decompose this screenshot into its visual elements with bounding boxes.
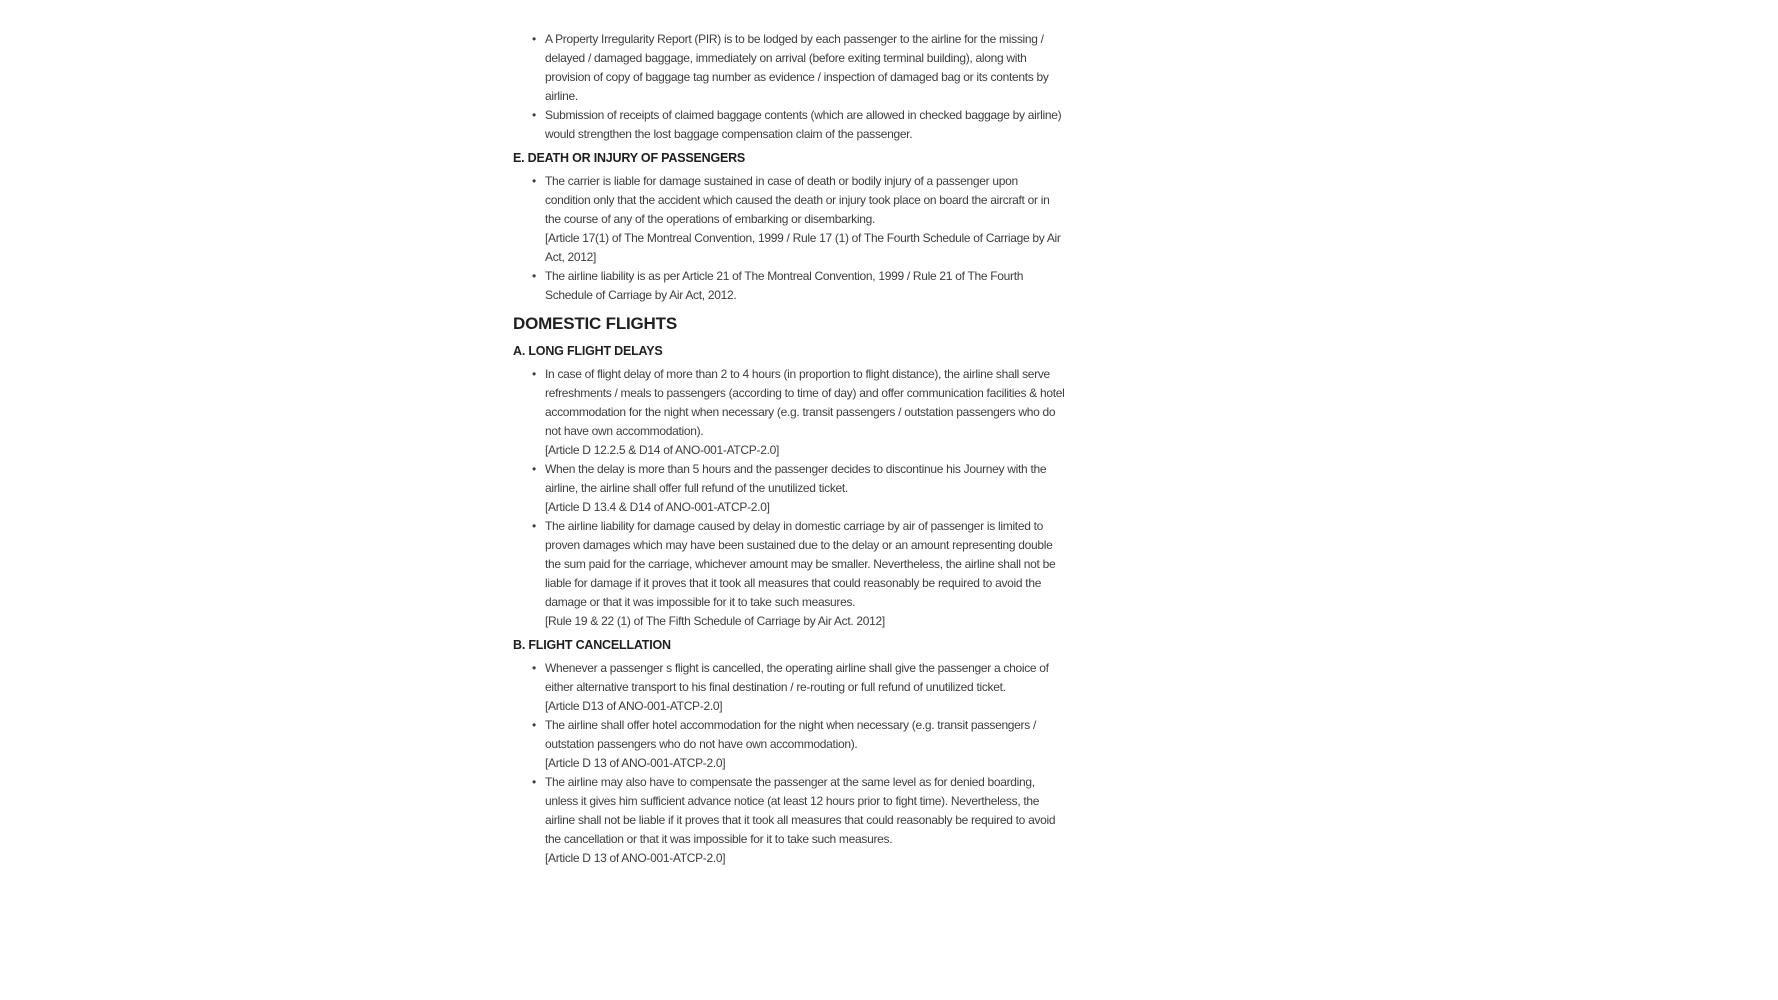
list-item [545, 172, 1065, 267]
list-item [545, 716, 1065, 773]
list-item [545, 106, 1065, 144]
bullet-list [513, 172, 1065, 305]
list-item-reference: [Article 17(1) of The Montreal Convention, 1999 / Rule 17 (1) of The Fourth Schedule of Carriage by Air Act, 2012] [545, 231, 1061, 264]
list-item [545, 773, 1065, 868]
bullet-list [513, 659, 1065, 868]
list-item-reference: [Article D 13 of ANO-001-ATCP-2.0] [545, 851, 726, 865]
bullet-list [513, 365, 1065, 631]
section-heading-e-death-or-injury-of-passengers: E. DEATH OR INJURY OF PASSENGERS [513, 151, 746, 165]
list-item-text: • The airline shall offer hotel accommodation for the night when necessary (e.g. transit passengers / outstation passengers who do not have own accommodation). [545, 718, 1037, 751]
list-item [545, 30, 1065, 106]
document-body [513, 30, 1065, 868]
list-item-text: • When the delay is more than 5 hours and the passenger decides to discontinue his Journey with the airline, the airline shall offer full refund of the unutilized ticket. [545, 462, 1047, 495]
list-item [545, 659, 1065, 716]
list-item-reference: [Article D 13.4 & D14 of ANO-001-ATCP-2.0] [545, 500, 770, 514]
list-item-reference: [Article D 13 of ANO-001-ATCP-2.0] [545, 756, 726, 770]
list-item-text: • A Property Irregularity Report (PIR) is to be lodged by each passenger to the airline for the missing / delayed / damaged baggage, immediately on arrival (before exiting terminal building), along with provision of copy of baggage tag number as evidence / inspection of damaged bag or its contents by airline. [545, 32, 1049, 103]
page-title-domestic-flights: DOMESTIC FLIGHTS [513, 314, 677, 333]
list-item-text: • In case of flight delay of more than 2 to 4 hours (in proportion to flight distance), the airline shall serve refreshments / meals to passengers (according to time of day) and offer communication facilities & hotel accommodation for the night when necessary (e.g. transit passengers / outstation passengers who do not have own accommodation). [545, 367, 1065, 438]
list-item-text: • Submission of receipts of claimed baggage contents (which are allowed in checked baggage by airline) would strengthen the lost baggage compensation claim of the passenger. [545, 108, 1062, 141]
section-heading-a-long-flight-delays: A. LONG FLIGHT DELAYS [513, 344, 663, 358]
list-item [545, 517, 1065, 631]
bullet-list [513, 30, 1065, 144]
list-item-reference: [Rule 19 & 22 (1) of The Fifth Schedule of Carriage by Air Act. 2012] [545, 614, 885, 628]
list-item-text: • The carrier is liable for damage sustained in case of death or bodily injury of a passenger upon condition only that the accident which caused the death or injury took place on board the aircraft or in the course of any of the operations of embarking or disembarking. [545, 174, 1050, 226]
list-item-text: • The airline may also have to compensate the passenger at the same level as for denied boarding, unless it gives him sufficient advance notice (at least 12 hours prior to fight time). Nevertheless, the airline shall not be liable if it proves that it took all measures that could reasonably be required to avoid the cancellation or that it was impossible for it to take such measures. [545, 775, 1056, 846]
list-item-text: • The airline liability for damage caused by delay in domestic carriage by air of passenger is limited to proven damages which may have been sustained due to the delay or an amount representing double the sum paid for the carriage, whichever amount may be smaller. Nevertheless, the airline shall not be liable for damage if it proves that it took all measures that could reasonably be required to avoid the damage or that it was impossible for it to take such measures. [545, 519, 1056, 609]
section-heading-b-flight-cancellation: B. FLIGHT CANCELLATION [513, 638, 671, 652]
list-item [545, 460, 1065, 517]
list-item-text: • The airline liability is as per Article 21 of The Montreal Convention, 1999 / Rule 21 of The Fourth Schedule of Carriage by Air Act, 2012. [545, 269, 1024, 302]
list-item [545, 267, 1065, 305]
list-item [545, 365, 1065, 460]
list-item-reference: [Article D 12.2.5 & D14 of ANO-001-ATCP-2.0] [545, 443, 780, 457]
list-item-text: • Whenever a passenger s flight is cancelled, the operating airline shall give the passenger a choice of either alternative transport to his final destination / re-routing or full refund of unutilized ticket. [545, 661, 1049, 694]
list-item-reference: [Article D13 of ANO-001-ATCP-2.0] [545, 699, 723, 713]
